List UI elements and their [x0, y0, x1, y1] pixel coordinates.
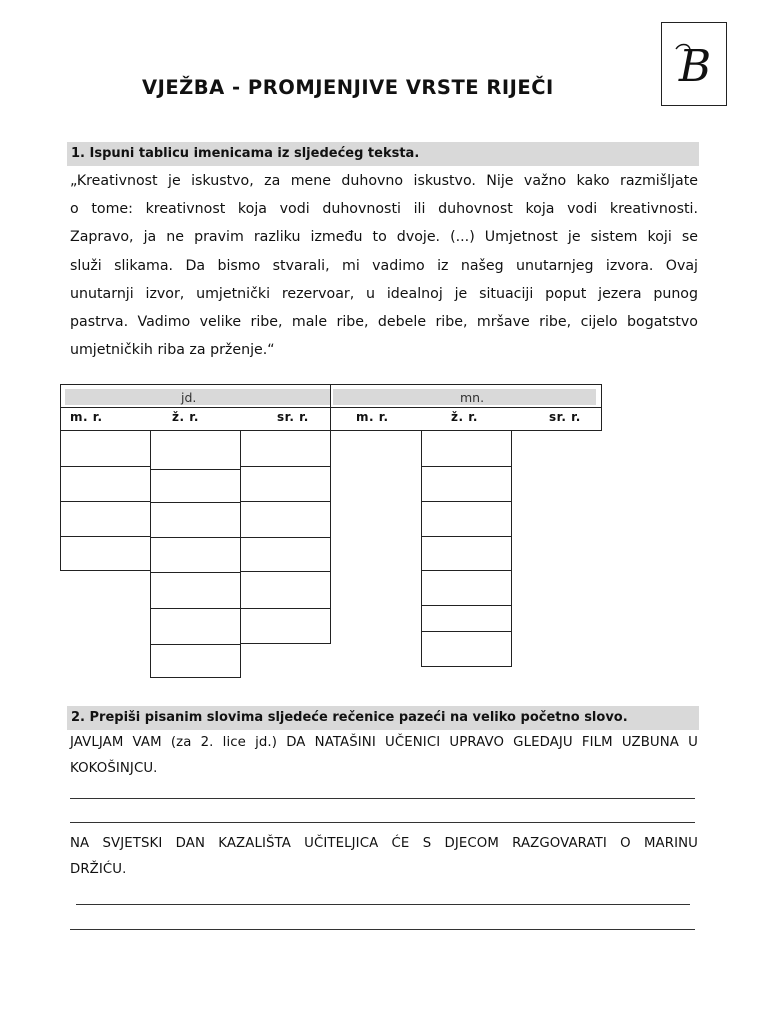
- table-cell[interactable]: [150, 502, 241, 538]
- task1-text-line: pastrva. Vadimo velike ribe, male ribe, debele ribe, mršave ribe, cijelo bogatstvo: [70, 313, 698, 330]
- col-sg-neuter: sr. r.: [277, 410, 309, 424]
- task1-heading: 1. Ispuni tablicu imenicama iz sljedećeg teksta.: [67, 142, 699, 166]
- task2-heading: 2. Prepiši pisanim slovima sljedeće rečenice pazeći na veliko početno slovo.: [67, 706, 699, 730]
- sentence-line: NA SVJETSKI DAN KAZALIŠTA UČITELJICA ĆE S DJECOM RAZGOVARATI O MARINU: [70, 836, 698, 851]
- sentence-line: JAVLJAM VAM (za 2. lice jd.) DA NATAŠINI UČENICI UPRAVO GLEDAJU FILM UZBUNA U: [70, 735, 698, 750]
- task1-text-line: o tome: kreativnost koja vodi duhovnosti ili duhovnost koja vodi kreativnosti.: [70, 201, 698, 218]
- logo-box: [661, 22, 727, 106]
- col-pl-masculine: m. r.: [356, 410, 389, 424]
- table-cell[interactable]: [240, 501, 331, 538]
- table-cell[interactable]: [60, 536, 151, 571]
- group-plural: mn.: [460, 390, 485, 405]
- singular-band: [65, 389, 330, 405]
- table-cell[interactable]: [421, 536, 512, 571]
- table-cell[interactable]: [240, 466, 331, 502]
- task1-text-line: umjetničkih riba za prženje.“: [70, 342, 275, 359]
- table-cell[interactable]: [150, 644, 241, 678]
- table-cell[interactable]: [150, 537, 241, 573]
- col-pl-neuter: sr. r.: [549, 410, 581, 424]
- writing-line[interactable]: [70, 798, 695, 799]
- group-singular: jd.: [181, 390, 197, 405]
- task1-text: [70, 167, 698, 364]
- table-cell[interactable]: [421, 631, 512, 667]
- logo-letter-b: [662, 23, 728, 107]
- task1-text-line: Zapravo, ja ne pravim razliku između to dvoje. (...) Umjetnost je sistem koji se: [70, 229, 698, 246]
- table-cell[interactable]: [240, 537, 331, 572]
- table-cell[interactable]: [150, 469, 241, 503]
- task1-text-line: služi slikama. Da bismo stvarali, mi vadimo iz našeg unutarnjeg izvora. Ovaj: [70, 257, 698, 274]
- table-cell[interactable]: [150, 608, 241, 645]
- table-cell[interactable]: [150, 572, 241, 609]
- table-cell[interactable]: [60, 430, 151, 467]
- table-cell[interactable]: [240, 608, 331, 644]
- page-title: VJEŽBA - PROMJENJIVE VRSTE RIJEČI: [142, 76, 554, 99]
- table-cell[interactable]: [421, 605, 512, 632]
- task1-text-line: „Kreativnost je iskustvo, za mene duhovno iskustvo. Nije važno kako razmišljate: [70, 173, 698, 189]
- table-cell[interactable]: [60, 501, 151, 537]
- writing-line[interactable]: [70, 929, 695, 930]
- table-cell[interactable]: [421, 430, 512, 467]
- table-header-divider: [60, 407, 602, 408]
- table-cell[interactable]: [150, 430, 241, 470]
- task2-sentence-2: [70, 831, 698, 883]
- table-cell[interactable]: [240, 571, 331, 609]
- table-cell[interactable]: [421, 501, 512, 537]
- col-sg-feminine: ž. r.: [172, 410, 199, 424]
- col-pl-feminine: ž. r.: [451, 410, 478, 424]
- svg-text:B: B: [678, 41, 712, 92]
- col-sg-masculine: m. r.: [70, 410, 103, 424]
- sentence-line: DRŽIĆU.: [70, 862, 127, 877]
- table-cell[interactable]: [60, 466, 151, 502]
- sentence-line: KOKOŠINJCU.: [70, 761, 158, 776]
- writing-line[interactable]: [70, 822, 695, 823]
- task1-text-line: unutarnji izvor, umjetnički rezervoar, u idealnoj je situaciji poput jezera punog: [70, 285, 698, 302]
- table-cell[interactable]: [421, 570, 512, 606]
- task2-sentence-1: [70, 730, 698, 782]
- table-cell[interactable]: [240, 430, 331, 467]
- writing-line[interactable]: [76, 904, 690, 905]
- table-cell[interactable]: [421, 466, 512, 502]
